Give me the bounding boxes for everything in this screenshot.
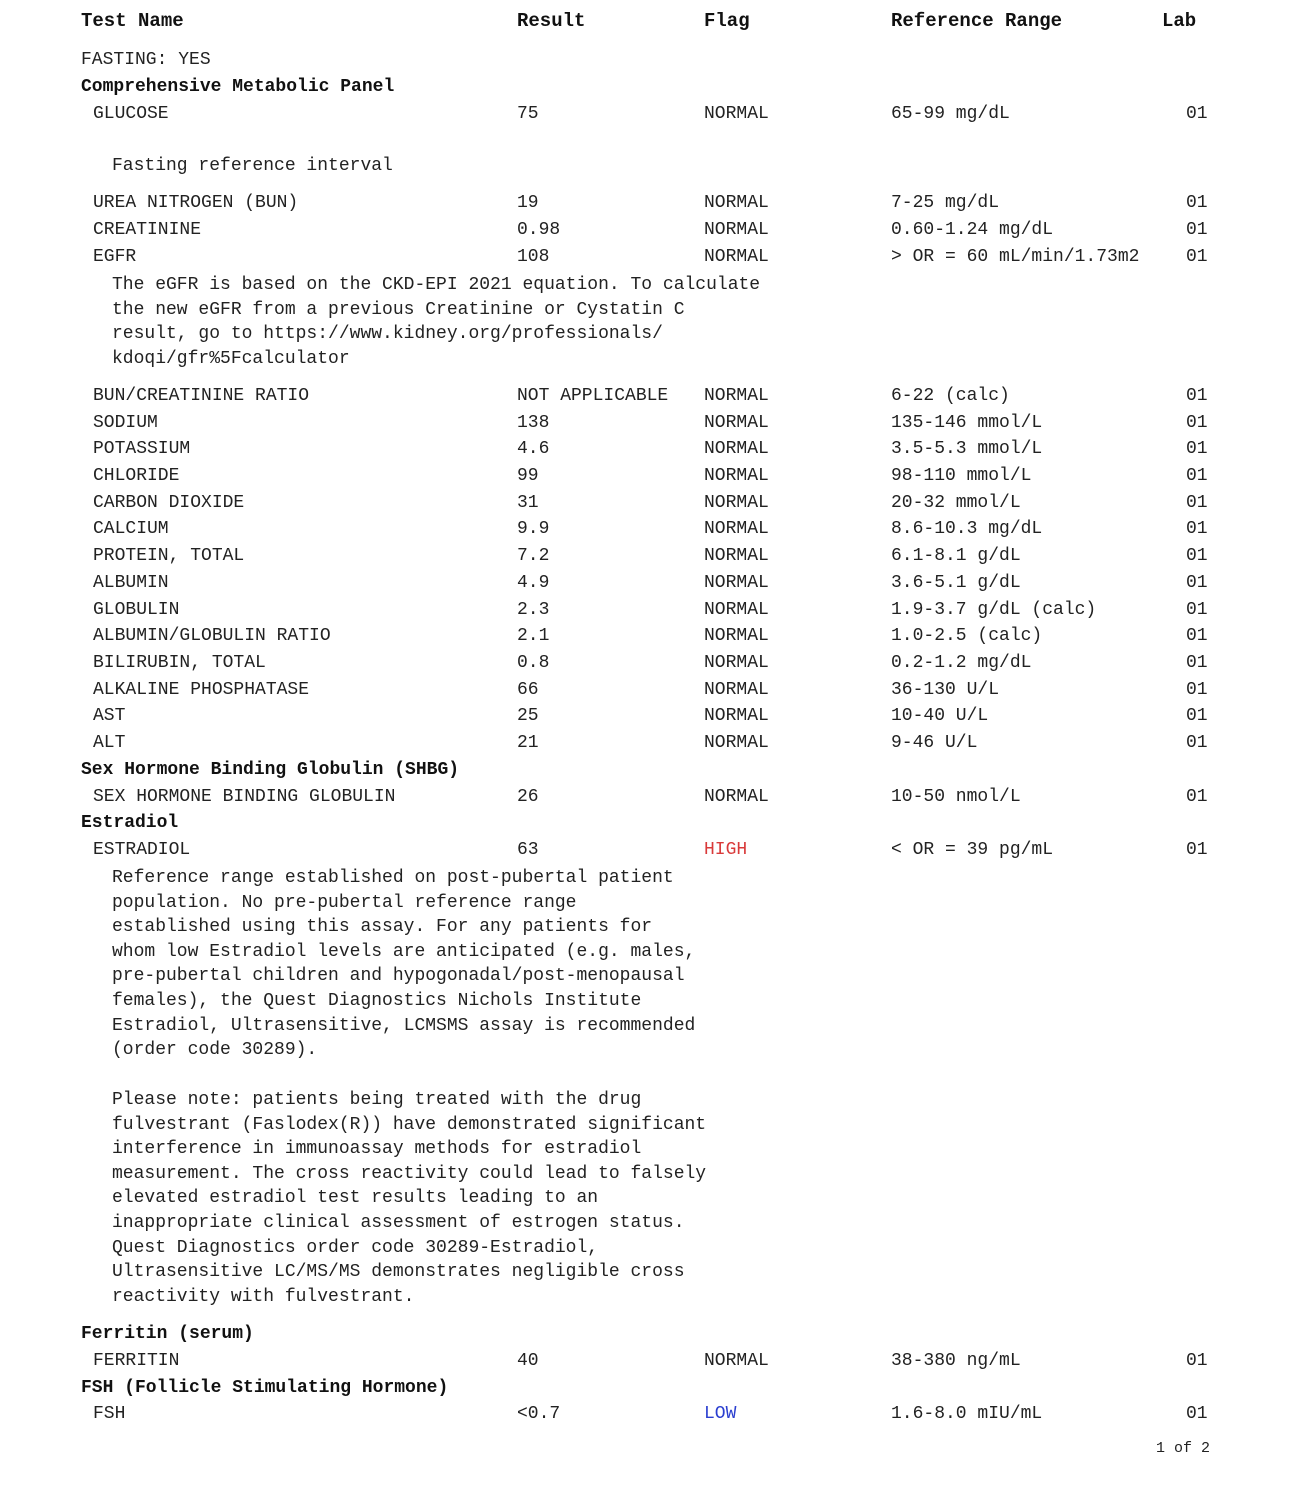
flag-cell: NORMAL xyxy=(704,519,769,539)
lab-cell: 01 xyxy=(1186,787,1208,807)
flag-cell: NORMAL xyxy=(704,193,769,213)
reference-range-cell: 10-40 U/L xyxy=(891,706,989,726)
flag-cell: NORMAL xyxy=(704,493,769,513)
table-row xyxy=(0,519,1290,545)
lab-cell: 01 xyxy=(1186,220,1208,240)
flag-cell: HIGH xyxy=(704,840,748,860)
lab-cell: 01 xyxy=(1186,840,1208,860)
reference-range-cell: 6-22 (calc) xyxy=(891,386,1010,406)
result-cell: 0.98 xyxy=(517,220,561,240)
table-row xyxy=(0,600,1290,626)
result-cell: 4.9 xyxy=(517,573,550,593)
result-cell: 63 xyxy=(517,840,539,860)
section-title: Estradiol xyxy=(81,813,179,833)
lab-cell: 01 xyxy=(1186,104,1208,124)
table-row xyxy=(0,573,1290,599)
test-name-cell: PROTEIN, TOTAL xyxy=(93,546,245,566)
lab-cell: 01 xyxy=(1186,386,1208,406)
result-cell: 9.9 xyxy=(517,519,550,539)
table-row xyxy=(0,466,1290,492)
reference-range-cell: 20-32 mmol/L xyxy=(891,493,1021,513)
test-name-cell: EGFR xyxy=(93,247,137,267)
result-comment: Please note: patients being treated with the drug fulvestrant (Faslodex(R)) have demonstrated significant interference in immunoassay methods for estradiol measurement. The cross reactivity could lead to falsely elevated estradiol test results leading to an inappropriate clinical assessment of estrogen status. Quest Diagnostics order code 30289-Estradiol, Ultrasensitive LC/MS/MS demonstrates negligible cross reactivity with fulvestrant. xyxy=(112,1090,707,1307)
reference-range-cell: 98-110 mmol/L xyxy=(891,466,1032,486)
flag-cell: NORMAL xyxy=(704,386,769,406)
table-row xyxy=(0,247,1290,273)
test-name-cell: BILIRUBIN, TOTAL xyxy=(93,653,266,673)
reference-range-cell: 1.6-8.0 mIU/mL xyxy=(891,1404,1043,1424)
result-cell: 31 xyxy=(517,493,539,513)
lab-cell: 01 xyxy=(1186,626,1208,646)
column-header-reference-range: Reference Range xyxy=(891,10,1063,32)
table-row xyxy=(0,493,1290,519)
lab-cell: 01 xyxy=(1186,573,1208,593)
result-comment: Fasting reference interval xyxy=(112,156,393,176)
flag-cell: NORMAL xyxy=(704,413,769,433)
page-number: 1 of 2 xyxy=(1155,1440,1210,1457)
lab-cell: 01 xyxy=(1186,600,1208,620)
result-cell: 26 xyxy=(517,787,539,807)
lab-cell: 01 xyxy=(1186,466,1208,486)
reference-range-cell: 1.0-2.5 (calc) xyxy=(891,626,1043,646)
result-cell: 25 xyxy=(517,706,539,726)
reference-range-cell: 3.5-5.3 mmol/L xyxy=(891,439,1043,459)
lab-cell: 01 xyxy=(1186,1351,1208,1371)
reference-range-cell: 3.6-5.1 g/dL xyxy=(891,573,1021,593)
lab-cell: 01 xyxy=(1186,519,1208,539)
table-row xyxy=(0,626,1290,652)
result-comment: Reference range established on post-pubertal patient population. No pre-pubertal reference range established using this assay. For any patients for whom low Estradiol levels are anticipated (e.g. males, pre-pubertal children and hypogonadal/post-menopausal females), the Quest Diagnostics Nichols Institute Estradiol, Ultrasensitive, LCMSMS assay is recommended (order code 30289). xyxy=(112,868,696,1061)
table-row xyxy=(0,840,1290,866)
test-name-cell: CHLORIDE xyxy=(93,466,180,486)
test-name-cell: GLOBULIN xyxy=(93,600,180,620)
table-row xyxy=(0,386,1290,412)
flag-cell: NORMAL xyxy=(704,573,769,593)
flag-cell: NORMAL xyxy=(704,626,769,646)
flag-cell: NORMAL xyxy=(704,733,769,753)
flag-cell: NORMAL xyxy=(704,706,769,726)
test-name-cell: ALT xyxy=(93,733,126,753)
reference-range-cell: 0.2-1.2 mg/dL xyxy=(891,653,1032,673)
flag-cell: NORMAL xyxy=(704,546,769,566)
test-name-cell: FERRITIN xyxy=(93,1351,180,1371)
test-name-cell: UREA NITROGEN (BUN) xyxy=(93,193,299,213)
test-name-cell: FSH xyxy=(93,1404,126,1424)
reference-range-cell: 135-146 mmol/L xyxy=(891,413,1043,433)
table-row xyxy=(0,1404,1290,1430)
column-header-lab: Lab xyxy=(1162,10,1197,32)
test-name-cell: POTASSIUM xyxy=(93,439,191,459)
section-title: Sex Hormone Binding Globulin (SHBG) xyxy=(81,760,460,780)
table-row xyxy=(0,787,1290,813)
flag-cell: LOW xyxy=(704,1404,737,1424)
reference-range-cell: 7-25 mg/dL xyxy=(891,193,1000,213)
table-row xyxy=(0,680,1290,706)
lab-cell: 01 xyxy=(1186,733,1208,753)
result-cell: 2.3 xyxy=(517,600,550,620)
section-title: Comprehensive Metabolic Panel xyxy=(81,77,395,97)
flag-cell: NORMAL xyxy=(704,653,769,673)
lab-cell: 01 xyxy=(1186,193,1208,213)
result-cell: NOT APPLICABLE xyxy=(517,386,669,406)
lab-cell: 01 xyxy=(1186,247,1208,267)
lab-cell: 01 xyxy=(1186,546,1208,566)
table-row xyxy=(0,546,1290,572)
result-cell: 99 xyxy=(517,466,539,486)
section-title: Ferritin (serum) xyxy=(81,1324,254,1344)
result-cell: 7.2 xyxy=(517,546,550,566)
column-header-flag: Flag xyxy=(704,10,750,32)
lab-cell: 01 xyxy=(1186,706,1208,726)
flag-cell: NORMAL xyxy=(704,787,769,807)
reference-range-cell: 8.6-10.3 mg/dL xyxy=(891,519,1043,539)
result-cell: 66 xyxy=(517,680,539,700)
result-cell: 75 xyxy=(517,104,539,124)
test-name-cell: SEX HORMONE BINDING GLOBULIN xyxy=(93,787,396,807)
table-row xyxy=(0,439,1290,465)
test-name-cell: ALKALINE PHOSPHATASE xyxy=(93,680,310,700)
test-name-cell: ALBUMIN/GLOBULIN RATIO xyxy=(93,626,331,646)
table-row xyxy=(0,1351,1290,1377)
table-row xyxy=(0,706,1290,732)
test-name-cell: AST xyxy=(93,706,126,726)
test-name-cell: GLUCOSE xyxy=(93,104,169,124)
result-cell: 108 xyxy=(517,247,550,267)
reference-range-cell: 9-46 U/L xyxy=(891,733,978,753)
lab-cell: 01 xyxy=(1186,413,1208,433)
flag-cell: NORMAL xyxy=(704,220,769,240)
test-name-cell: ALBUMIN xyxy=(93,573,169,593)
result-cell: 4.6 xyxy=(517,439,550,459)
table-row xyxy=(0,193,1290,219)
test-name-cell: BUN/CREATININE RATIO xyxy=(93,386,310,406)
lab-cell: 01 xyxy=(1186,493,1208,513)
result-comment: The eGFR is based on the CKD-EPI 2021 equation. To calculate the new eGFR from a previous Creatinine or Cystatin C result, go to https://www.kidney.org/professionals/ kdoqi/gfr%5Fcalculator xyxy=(112,275,761,369)
reference-range-cell: 1.9-3.7 g/dL (calc) xyxy=(891,600,1097,620)
flag-cell: NORMAL xyxy=(704,466,769,486)
reference-range-cell: 10-50 nmol/L xyxy=(891,787,1021,807)
column-header-test-name: Test Name xyxy=(81,10,184,32)
result-cell: <0.7 xyxy=(517,1404,561,1424)
test-name-cell: ESTRADIOL xyxy=(93,840,191,860)
flag-cell: NORMAL xyxy=(704,680,769,700)
table-row xyxy=(0,413,1290,439)
flag-cell: NORMAL xyxy=(704,439,769,459)
lab-cell: 01 xyxy=(1186,680,1208,700)
section-title: FSH (Follicle Stimulating Hormone) xyxy=(81,1378,449,1398)
reference-range-cell: < OR = 39 pg/mL xyxy=(891,840,1054,860)
result-cell: 138 xyxy=(517,413,550,433)
lab-cell: 01 xyxy=(1186,653,1208,673)
table-row xyxy=(0,733,1290,759)
table-row xyxy=(0,653,1290,679)
reference-range-cell: 36-130 U/L xyxy=(891,680,1000,700)
result-cell: 19 xyxy=(517,193,539,213)
flag-cell: NORMAL xyxy=(704,600,769,620)
lab-cell: 01 xyxy=(1186,439,1208,459)
result-cell: 40 xyxy=(517,1351,539,1371)
result-cell: 0.8 xyxy=(517,653,550,673)
fasting-status: FASTING: YES xyxy=(81,50,211,70)
lab-cell: 01 xyxy=(1186,1404,1208,1424)
test-name-cell: CARBON DIOXIDE xyxy=(93,493,245,513)
result-cell: 21 xyxy=(517,733,539,753)
test-name-cell: CALCIUM xyxy=(93,519,169,539)
table-row xyxy=(0,104,1290,130)
test-name-cell: SODIUM xyxy=(93,413,158,433)
reference-range-cell: 65-99 mg/dL xyxy=(891,104,1010,124)
flag-cell: NORMAL xyxy=(704,104,769,124)
flag-cell: NORMAL xyxy=(704,1351,769,1371)
reference-range-cell: 38-380 ng/mL xyxy=(891,1351,1021,1371)
table-row xyxy=(0,220,1290,246)
reference-range-cell: 6.1-8.1 g/dL xyxy=(891,546,1021,566)
result-cell: 2.1 xyxy=(517,626,550,646)
reference-range-cell: > OR = 60 mL/min/1.73m2 xyxy=(891,247,1140,267)
column-header-result: Result xyxy=(517,10,586,32)
test-name-cell: CREATININE xyxy=(93,220,202,240)
flag-cell: NORMAL xyxy=(704,247,769,267)
reference-range-cell: 0.60-1.24 mg/dL xyxy=(891,220,1054,240)
